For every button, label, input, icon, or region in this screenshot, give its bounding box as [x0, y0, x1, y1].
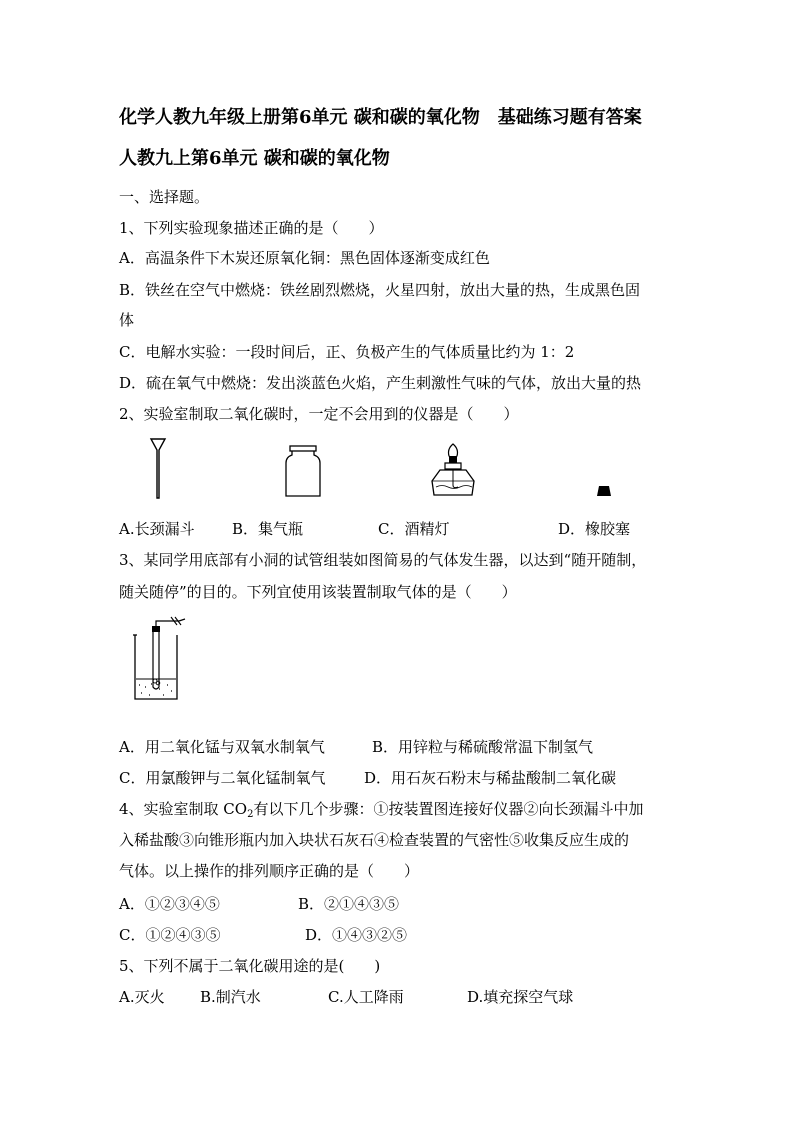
- gas-generator-apparatus-icon: [133, 617, 193, 701]
- q2-stem: 2、实验室制取二氧化碳时，一定不会用到的仪器是（ ）: [119, 405, 519, 423]
- q3-option-c: C．用氯酸钾与二氧化锰制氧气: [119, 769, 326, 787]
- q4-stem-line-2: 入稀盐酸③向锥形瓶内加入块状石灰石④检查装置的气密性⑤收集反应生成的: [119, 831, 630, 849]
- section-heading: 一、选择题。: [119, 188, 210, 206]
- q4-stem: [119, 799, 643, 819]
- q1-option-c: C．电解水实验：一段时间后，正、负极产生的气体质量比约为 1：2: [119, 343, 575, 361]
- q4-stem-suffix: 有以下几个步骤：①按装置图连接好仪器②向长颈漏斗中加: [253, 800, 644, 818]
- q4-option-c: C．①②④③⑤: [119, 926, 221, 944]
- q4-option-d: D．①④③②⑤: [305, 926, 408, 944]
- q4-option-a: A．①②③④⑤: [119, 895, 220, 913]
- q4-stem-subscript: 2: [247, 809, 254, 820]
- q3-stem: 3、某同学用底部有小洞的试管组装如图简易的气体发生器，以达到“随开随制，: [119, 551, 647, 569]
- q5-option-b: B.制汽水: [200, 988, 261, 1006]
- q3-option-b: B．用锌粒与稀硫酸常温下制氢气: [372, 738, 594, 756]
- q5-option-a: A.灭火: [119, 988, 165, 1006]
- rubber-stopper-icon: [596, 485, 612, 497]
- q2-option-a: A.长颈漏斗: [119, 520, 195, 538]
- q5-stem: 5、下列不属于二氧化碳用途的是( ): [119, 957, 381, 975]
- q2-option-d: D．橡胶塞: [558, 520, 631, 538]
- q3-stem-continued: 随关随停”的目的。下列宜使用该装置制取气体的是（ ）: [119, 583, 517, 601]
- q4-stem-line-3: 气体。以上操作的排列顺序正确的是（ ）: [119, 862, 420, 880]
- q2-option-b: B．集气瓶: [232, 520, 304, 538]
- q1-stem: 1、下列实验现象描述正确的是（ ）: [119, 219, 384, 237]
- gas-jar-icon: [284, 445, 322, 498]
- q1-option-a: A．高温条件下木炭还原氧化铜：黑色固体逐渐变成红色: [119, 249, 490, 267]
- q4-option-b: B．②①④③⑤: [298, 895, 400, 913]
- q3-option-d: D．用石灰石粉末与稀盐酸制二氧化碳: [364, 769, 617, 787]
- q3-option-a: A．用二氧化锰与双氧水制氧气: [119, 738, 325, 756]
- q1-option-d: D．硫在氧气中燃烧：发出淡蓝色火焰，产生刺激性气味的气体，放出大量的热: [119, 374, 642, 392]
- alcohol-lamp-icon: [428, 443, 478, 500]
- q4-stem-prefix: 4、实验室制取 CO: [119, 800, 248, 818]
- q2-option-c: C．酒精灯: [378, 520, 450, 538]
- q5-option-d: D.填充探空气球: [467, 988, 574, 1006]
- q1-option-b: B．铁丝在空气中燃烧：铁丝剧烈燃烧，火星四射，放出大量的热，生成黑色固: [119, 281, 641, 299]
- document-title: 化学人教九年级上册第6单元 碳和碳的氧化物 基础练习题有答案: [119, 107, 642, 128]
- q5-option-c: C.人工降雨: [328, 988, 404, 1006]
- long-neck-funnel-icon: [148, 438, 168, 500]
- document-subtitle: 人教九上第6单元 碳和碳的氧化物: [119, 148, 390, 169]
- q1-option-b-continued: 体: [119, 311, 135, 329]
